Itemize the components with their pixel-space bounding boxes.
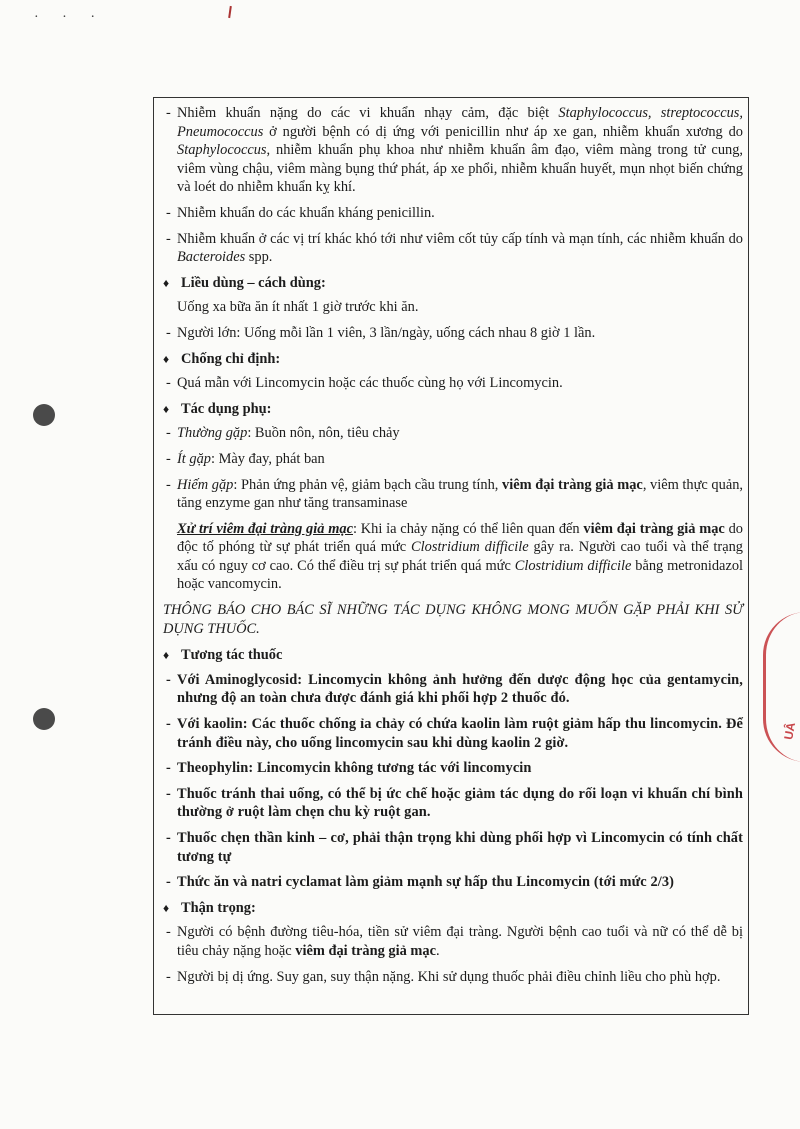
interaction-item: - Với Aminoglycosid: Lincomycin không ảnh hưởng đến dược động học của gentamycin, nhưng độ an toàn chưa được đánh giá khi phối hợp 2 thuốc đó.: [163, 671, 743, 708]
punch-hole-bottom: [33, 708, 55, 730]
contraindication-item: - Quá mẫn với Lincomycin hoặc các thuốc cùng họ với Lincomycin.: [163, 374, 743, 393]
indication-item: - Nhiễm khuẩn nặng do các vi khuẩn nhạy cảm, đặc biệt Staphylococcus, streptococcus, Pneumococcus ở người bệnh có dị ứng với penicillin như áp xe gan, nhiễm khuẩn xương do Staphylococcus, nhiễm khuẩn phụ khoa như nhiễm khuẩn âm đạo, viêm màng trong tử cung, viêm vùng chậu, viêm màng bụng thứ phát, áp xe phổi, nhiễm khuẩn huyết, mụn nhọt biến chứng và loét do nhiễm khuẩn kỵ khí.: [163, 104, 743, 197]
section-heading-side-effects: ♦ Tác dụng phụ:: [163, 400, 743, 419]
interaction-item: - Theophylin: Lincomycin không tương tác với lincomycin: [163, 759, 743, 778]
punch-hole-top: [33, 404, 55, 426]
doctor-notice: THÔNG BÁO CHO BÁC SĨ NHỮNG TÁC DỤNG KHÔNG MONG MUỐN GẶP PHẢI KHI SỬ DỤNG THUỐC.: [163, 602, 743, 637]
dosage-adult: - Người lớn: Uống mỗi lần 1 viên, 3 lần/ngày, uống cách nhau 8 giờ 1 lần.: [163, 324, 743, 343]
indication-item: - Nhiễm khuẩn do các khuẩn kháng penicillin.: [163, 204, 743, 223]
interaction-item: - Thuốc chẹn thần kinh – cơ, phải thận trọng khi dùng phối hợp vì Lincomycin có tính chất tương tự: [163, 829, 743, 866]
management-paragraph: Xử trí viêm đại tràng giả mạc: Khi ỉa chảy nặng có thể liên quan đến viêm đại tràng giả mạc do độc tố phóng từ sự phát triển quá mức Clostridium difficile gây ra. Người cao tuổi và thể trạng xấu có nguy cơ cao. Có thể điều trị sự phát triển quá mức Clostridium difficile bằng metronidazol hoặc vancomycin.: [177, 520, 744, 593]
scan-mark: [228, 6, 232, 18]
precaution-item: - Người bị dị ứng. Suy gan, suy thận nặng. Khi sử dụng thuốc phải điều chỉnh liều cho phù hợp.: [163, 968, 743, 987]
interaction-item: - Thức ăn và natri cyclamat làm giảm mạnh sự hấp thu Lincomycin (tới mức 2/3): [163, 873, 743, 892]
side-effect-common: - Thường gặp: Buồn nôn, nôn, tiêu chảy: [163, 424, 743, 443]
document-body: [163, 104, 743, 993]
section-heading-interactions: ♦ Tương tác thuốc: [163, 646, 743, 665]
section-heading-contraindications: ♦ Chống chỉ định:: [163, 350, 743, 369]
section-heading-dosage: ♦ Liều dùng – cách dùng:: [163, 274, 743, 293]
stamp-label: UÂ: [780, 721, 798, 741]
precaution-item: - Người có bệnh đường tiêu-hóa, tiền sử viêm đại tràng. Người bệnh cao tuổi và nữ có thể dễ bị tiêu chảy nặng hoặc viêm đại tràng giả mạc.: [163, 923, 743, 960]
section-heading-precautions: ♦ Thận trọng:: [163, 899, 743, 918]
indication-item: - Nhiễm khuẩn ở các vị trí khác khó tới như viêm cốt tủy cấp tính và mạn tính, các nhiễm khuẩn do Bacteroides spp.: [163, 230, 743, 267]
side-effect-uncommon: - Ít gặp: Mày đay, phát ban: [163, 450, 743, 469]
side-effect-rare: - Hiếm gặp: Phản ứng phản vệ, giảm bạch cầu trung tính, viêm đại tràng giả mạc, viêm thực quản, tăng enzyme gan như tăng transaminase: [163, 476, 743, 513]
scan-specks: · · ·: [34, 10, 105, 25]
interaction-item: - Với kaolin: Các thuốc chống ỉa chảy có chứa kaolin làm ruột giảm hấp thu lincomycin. Để tránh điều này, cho uống lincomycin sau khi dùng kaolin 2 giờ.: [163, 715, 743, 752]
dosage-note: Uống xa bữa ăn ít nhất 1 giờ trước khi ăn.: [177, 299, 419, 316]
interaction-item: - Thuốc tránh thai uống, có thể bị ức chế hoặc giảm tác dụng do rối loạn vi khuẩn chí bình thường ở ruột làm chẹn chu kỳ ruột gan.: [163, 785, 743, 822]
